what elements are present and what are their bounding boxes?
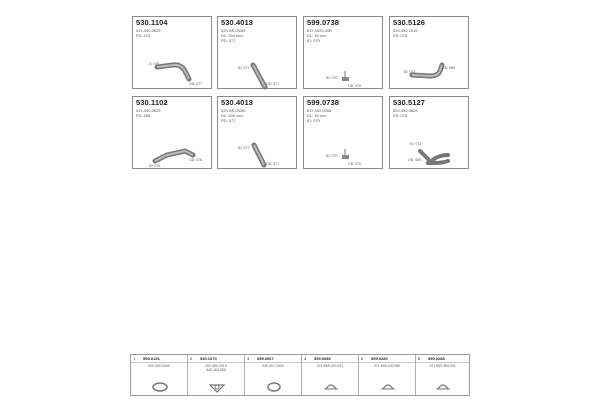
accessory-ref: 002.400.0019 940.464.008 — [205, 364, 227, 372]
accessory-ref: 020.400.0444 — [148, 364, 170, 368]
part-card-5[interactable] — [132, 96, 212, 169]
part-ref: 020.490.0056 — [221, 108, 246, 113]
pipe-drawing — [390, 17, 470, 90]
pipe-drawing — [133, 17, 213, 90]
pipe-label: OD: 069 — [408, 158, 422, 162]
part-number: 530.4013 — [221, 98, 254, 107]
part-spec: DL: 16 mm — [307, 113, 327, 118]
clamp-icon — [416, 355, 469, 395]
part-ref: 61T.452.0008 — [307, 108, 332, 113]
flange-icon — [188, 355, 245, 395]
part-spec: DL: 200 mm — [221, 113, 243, 118]
part-number: 599.0738 — [307, 98, 340, 107]
pipe-label: ID: 075 — [149, 164, 161, 168]
part-number: 530.5126 — [393, 18, 426, 27]
part-ref: 021.490.0625 — [136, 28, 161, 33]
pipe-label: OD: 077 — [266, 162, 280, 166]
accessory-index: 1 — [133, 356, 136, 361]
accessory-cell[interactable] — [245, 355, 302, 395]
clamp-label: OD: 070 — [348, 162, 362, 166]
part-card-8[interactable] — [389, 96, 469, 169]
part-ref: 024.490.1019 — [393, 28, 418, 33]
clamp-icon — [359, 355, 416, 395]
clamp-drawing — [304, 97, 384, 170]
clamp-label: ID: 070 — [326, 154, 338, 158]
pipe-label: ID: 077 — [238, 146, 250, 150]
accessory-number: 599.0086 — [314, 356, 331, 361]
accessory-cell[interactable] — [359, 355, 416, 395]
pipe-label: OD: 069 — [442, 66, 456, 70]
ring-gasket-icon — [245, 355, 302, 395]
accessory-ref: 071.555.100.001 — [316, 364, 344, 368]
ring-gasket-icon — [131, 355, 188, 395]
pipe-label: D: 075 — [149, 62, 160, 66]
part-spec: PD: 077 — [221, 38, 236, 43]
accessories-table — [130, 354, 470, 396]
accessory-cell[interactable] — [131, 355, 188, 395]
accessory-number: 599.0288 — [428, 356, 445, 361]
part-spec: DL: 16 mm — [307, 33, 327, 38]
accessory-ref: 071.555.354.001 — [429, 364, 456, 368]
part-number: 530.4013 — [221, 18, 254, 27]
part-card-4[interactable] — [389, 16, 469, 89]
pipe-label: ID: 073 — [410, 142, 422, 146]
part-card-6[interactable] — [217, 96, 297, 169]
accessory-cell[interactable] — [188, 355, 245, 395]
part-number: 530.1102 — [136, 98, 168, 107]
part-ref: 524.490.0625 — [393, 108, 418, 113]
clamp-drawing — [304, 17, 384, 90]
accessory-number: 599.0280 — [371, 356, 388, 361]
accessory-index: 4 — [304, 356, 307, 361]
part-ref: 021.490.0625 — [136, 108, 161, 113]
accessory-index: 3 — [247, 356, 250, 361]
accessory-index: 6 — [418, 356, 421, 361]
pipe-label: ID: 073 — [404, 70, 416, 74]
part-spec: FD: 455 — [136, 113, 151, 118]
pipe-label: ID: 077 — [238, 66, 250, 70]
accessory-number: 599.0067 — [257, 356, 274, 361]
part-card-1[interactable] — [132, 16, 212, 89]
part-spec: DL: 254 mm — [221, 33, 243, 38]
accessory-ref: 020.007.0400 — [262, 364, 284, 368]
part-spec: ID: 070 — [307, 38, 320, 43]
part-ref: 61T.4520.00B — [307, 28, 332, 33]
part-spec: FD: 075 — [393, 33, 408, 38]
accessory-index: 5 — [361, 356, 364, 361]
clamp-icon — [302, 355, 359, 395]
accessory-index: 2 — [190, 356, 193, 361]
clamp-label: OD: 070 — [348, 84, 362, 88]
pipe-label: OD: 077 — [266, 82, 280, 86]
y-pipe-drawing — [390, 97, 470, 170]
accessory-cell[interactable] — [416, 355, 469, 395]
pipe-drawing — [218, 17, 298, 90]
part-ref: 020.490.0055 — [221, 28, 246, 33]
part-spec: FD: 475 — [136, 33, 151, 38]
pipe-drawing — [133, 97, 213, 170]
pipe-label: OD: 077 — [189, 82, 203, 86]
part-card-2[interactable] — [217, 16, 297, 89]
part-spec: PD: 077 — [221, 118, 236, 123]
part-spec: ID: 070 — [307, 118, 320, 123]
accessory-number: 530.1070 — [200, 356, 217, 361]
accessory-ref: 071.555.100.080 — [373, 364, 401, 368]
part-number: 530.1104 — [136, 18, 168, 27]
part-number: 530.5127 — [393, 98, 426, 107]
accessory-number: 599.0126 — [143, 356, 160, 361]
part-number: 599.0738 — [307, 18, 340, 27]
pipe-label: OD: 076 — [189, 158, 203, 162]
part-card-7[interactable] — [303, 96, 383, 169]
part-spec: FD: 075 — [393, 113, 408, 118]
pipe-drawing — [218, 97, 298, 170]
part-card-3[interactable] — [303, 16, 383, 89]
clamp-label: ID: 070 — [326, 76, 338, 80]
accessory-cell[interactable] — [302, 355, 359, 395]
